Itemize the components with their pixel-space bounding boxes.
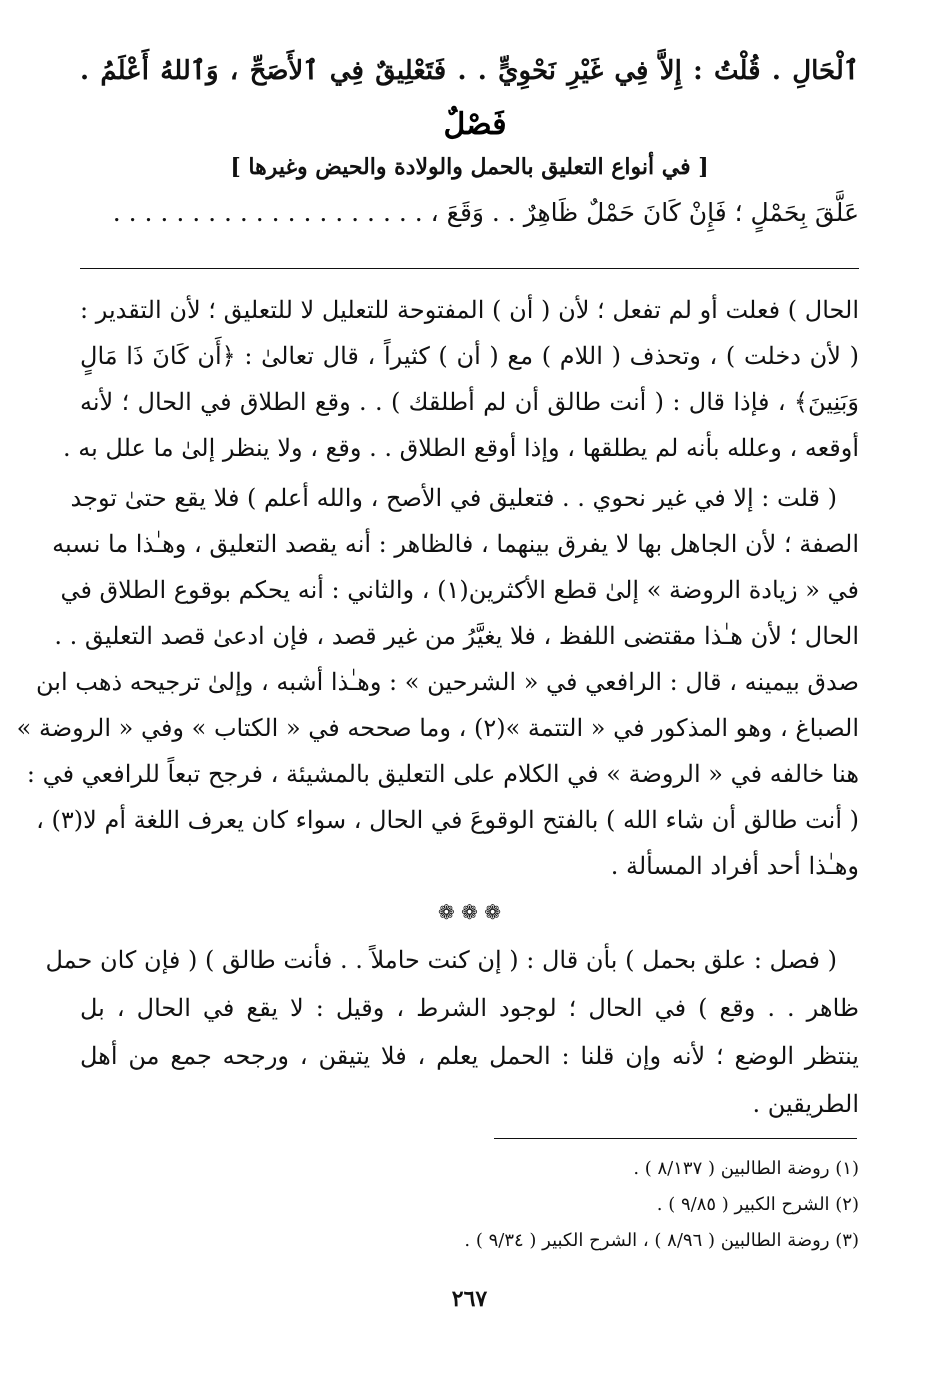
commentary-line: ظاهر . . وقع ) في الحال ؛ لوجود الشرط ، وقيل : لا يقع في الحال ، بل [80, 994, 859, 1022]
commentary-line: ( قلت : إلا في غير نحوي . . فتعليق في الأصح ، والله أعلم ) فلا يقع حتىٰ توجد [70, 484, 837, 512]
commentary-line: الحال ) فعلت أو لم تفعل ؛ لأن ( أن ) المفتوحة للتعليل لا للتعليق ؛ لأن التقدير : [80, 296, 859, 324]
fasl-heading-ornament [380, 100, 570, 146]
commentary-line: الصباغ ، وهو المذكور في « التتمة »(٢) ، وما صححه في « الكتاب » وفي « الروضة » [16, 714, 859, 742]
footnote: (٢) الشرح الكبير ( ٩/٨٥ ) . [656, 1194, 859, 1215]
section-separator: ❁ ❁ ❁ [438, 900, 501, 924]
commentary-line: في « زيادة الروضة » إلىٰ قطع الأكثرين(١) ، والثاني : أنه يحكم بوقوع الطلاق في [60, 576, 859, 604]
commentary-line: وهـٰذا أحد أفراد المسألة . [610, 852, 859, 880]
commentary-line: هنا خالفه في « الروضة » في الكلام على التعليق بالمشيئة ، فرجح تبعاً للرافعي في : [26, 760, 859, 788]
footnote: (١) روضة الطالبين ( ٨/١٣٧ ) . [633, 1158, 859, 1179]
matn-line-1: ٱلْحَالِ . قُلْتُ : إِلاَّ فِي غَيْرِ نَحْوِيٍّ . . فَتَعْلِيقٌ فِي ٱلأَصَحِّ ، وَٱللهُ أَعْلَمُ . [80, 56, 859, 86]
commentary-line: الصفة ؛ لأن الجاهل بها لا يفرق بينهما ، فالظاهر : أنه يقصد التعليق ، وهـٰذا ما نسبه [52, 530, 859, 558]
commentary-line: الحال ؛ لأن هـٰذا مقتضى اللفظ ، فلا يغيَّرُ من غير قصد ، فإن ادعىٰ قصد التعليق . . [54, 622, 859, 650]
commentary-line: الطريقين . [752, 1090, 859, 1118]
commentary-line: صدق بيمينه ، قال : الرافعي في « الشرحين » : وهـٰذا أشبه ، وإلىٰ ترجيحه ذهب ابن [36, 668, 859, 696]
section-subheading: [ في أنواع التعليق بالحمل والولادة والحيض وغيرها ] [230, 154, 709, 180]
matn-divider [80, 268, 859, 269]
commentary-line: ( فصل : علق بحمل ) بأن قال : ( إن كنت حاملاً . . فأنت طالق ) ( فإن كان حمل [45, 946, 837, 974]
commentary-line: أوقعه ، وعلله بأنه لم يطلقها ، وإذا أوقع الطلاق . . وقع ، ولا ينظر إلىٰ ما علل به . [62, 434, 859, 462]
commentary-line: ينتظر الوضع ؛ لأنه وإن قلنا : الحمل يعلم ، فلا يتيقن ، ورجحه جمع من أهل [80, 1042, 859, 1070]
commentary-line: وَبَنِينَ﴾ ، فإذا قال : ( أنت طالق أن لم أطلقك ) . . وقع الطلاق في الحال ؛ لأنه [80, 388, 859, 416]
footnote-divider [494, 1138, 857, 1139]
commentary-line: ( لأن دخلت ) ، وتحذف ( اللام ) مع ( أن ) كثيراً ، قال تعالىٰ : ﴿أَن كَانَ ذَا مَالٍ [80, 342, 859, 370]
fasl-heading: فَصْلٌ [443, 107, 507, 142]
page-number: ٢٦٧ [451, 1286, 488, 1312]
matn-line-2: عَلَّقَ بِحَمْلٍ ؛ فَإِنْ كَانَ حَمْلٌ ظَاهِرٌ . . وَقَعَ ، . . . . . . . . . . . . . . . . . . . . [112, 198, 859, 227]
footnote: (٣) روضة الطالبين ( ٨/٩٦ ) ، الشرح الكبير ( ٩/٣٤ ) . [464, 1230, 859, 1251]
commentary-line: ( أنت طالق أن شاء الله ) بالفتح الوقوعَ في الحال ، سواء كان يعرف اللغة أم لا(٣) ، [36, 806, 859, 834]
